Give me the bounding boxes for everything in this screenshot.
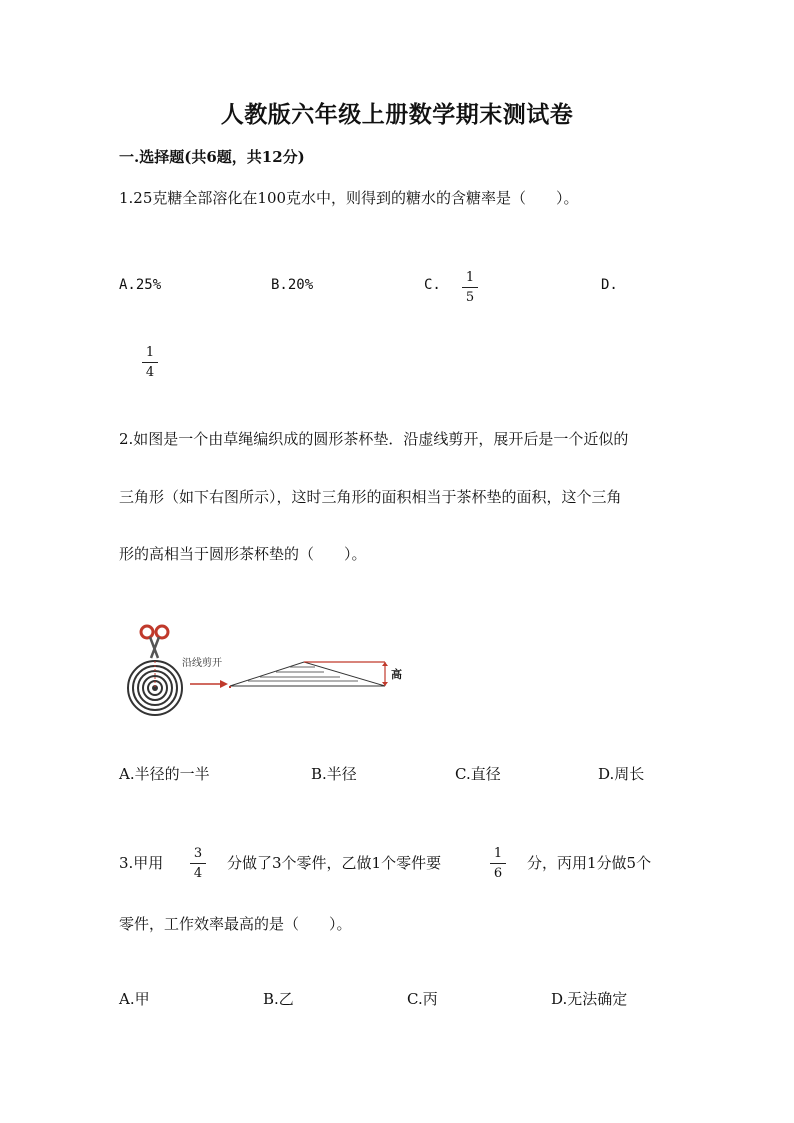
q2-option-a[interactable]: A.半径的一半 — [119, 765, 210, 783]
q3-fraction-1 — [190, 846, 206, 881]
coaster-figure — [120, 620, 420, 720]
q1-option-c-fraction — [462, 270, 478, 305]
q1-option-b[interactable]: B.20% — [271, 277, 314, 293]
question-1-text: 1.25克糖全部溶化在100克水中，则得到的糖水的含糖率是（ ）。 — [119, 189, 579, 207]
q3-option-a[interactable]: A.甲 — [119, 990, 150, 1008]
q2-option-c[interactable]: C.直径 — [455, 765, 501, 783]
question-3-line-2: 零件，工作效率最高的是（ ）。 — [119, 915, 352, 933]
q3-fraction-2 — [490, 846, 506, 881]
fraction-numerator: 1 — [465, 270, 475, 285]
q1-option-c[interactable]: C. — [424, 277, 441, 293]
q1-option-a[interactable]: A.25% — [119, 277, 162, 293]
scissors-icon — [141, 626, 168, 658]
fraction-denominator: 4 — [145, 365, 155, 380]
page-title: 人教版六年级上册数学期末测试卷 — [220, 101, 574, 128]
fraction-numerator: 1 — [493, 846, 503, 861]
q1-option-d[interactable]: D. — [601, 277, 618, 293]
fraction-bar — [462, 287, 478, 288]
section-heading: 一.选择题(共6题，共12分) — [119, 148, 305, 166]
height-label: 高 — [391, 668, 402, 681]
right-arrow-icon — [190, 680, 228, 688]
fraction-numerator: 1 — [145, 345, 155, 360]
question-2-line-1: 2.如图是一个由草绳编织成的圆形茶杯垫．沿虚线剪开，展开后是一个近似的 — [119, 430, 629, 448]
fraction-bar — [490, 863, 506, 864]
question-3-part-3: 分，丙用1分做5个 — [527, 854, 652, 872]
q3-option-b[interactable]: B.乙 — [263, 990, 294, 1008]
q1-option-d-fraction — [142, 345, 158, 380]
question-3-part-2: 分做了3个零件，乙做1个零件要 — [227, 854, 442, 872]
fraction-denominator: 6 — [493, 866, 503, 881]
question-3-part-1: 3.甲用 — [119, 854, 164, 872]
q3-option-c[interactable]: C.丙 — [407, 990, 438, 1008]
q2-option-d[interactable]: D.周长 — [598, 765, 645, 783]
fraction-denominator: 4 — [193, 866, 203, 881]
cut-label: 沿线剪开 — [182, 658, 222, 669]
question-2-line-3: 形的高相当于圆形茶杯垫的（ ）。 — [119, 545, 367, 563]
q2-option-b[interactable]: B.半径 — [311, 765, 357, 783]
unrolled-triangle — [230, 662, 388, 688]
fraction-numerator: 3 — [193, 846, 203, 861]
question-2-line-2: 三角形（如下右图所示），这时三角形的面积相当于茶杯垫的面积，这个三角 — [119, 488, 622, 506]
q3-option-d[interactable]: D.无法确定 — [551, 990, 628, 1008]
coaster-circle — [128, 661, 182, 715]
fraction-denominator: 5 — [465, 290, 475, 305]
fraction-bar — [142, 362, 158, 363]
fraction-bar — [190, 863, 206, 864]
